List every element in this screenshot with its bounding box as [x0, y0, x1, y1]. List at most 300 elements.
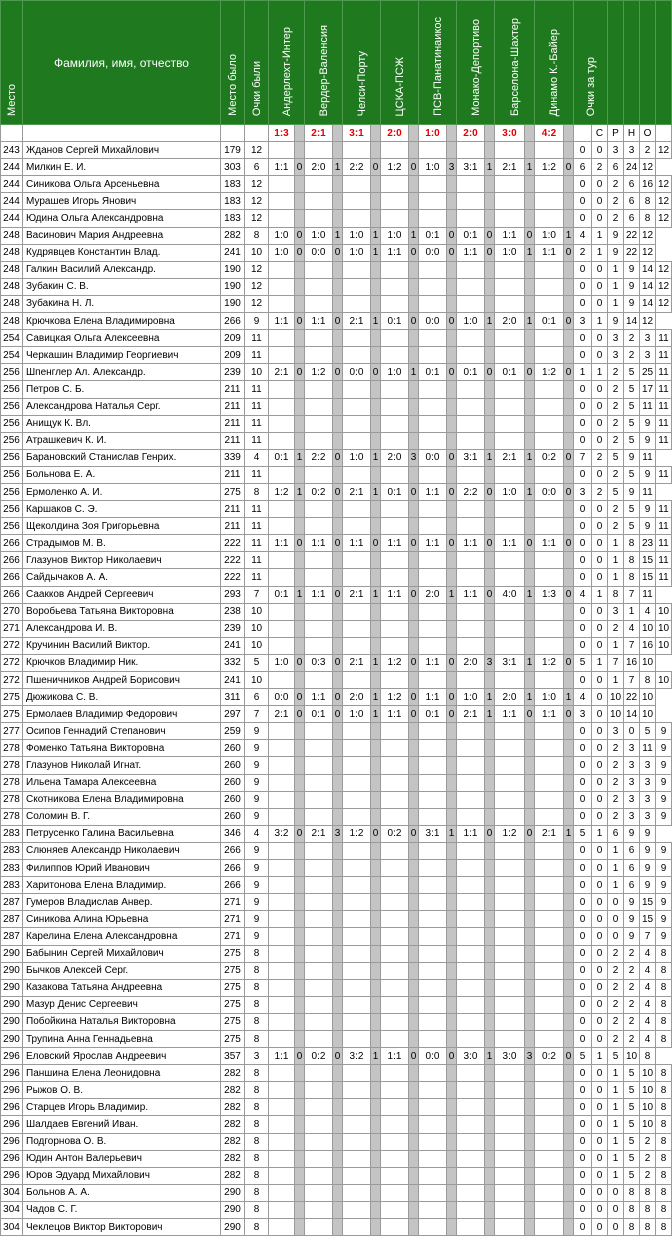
points-before-cell: 11	[245, 518, 269, 535]
forecast-6-cell	[457, 945, 485, 962]
points-1-cell	[295, 398, 305, 415]
stat-n-cell: 5	[624, 415, 640, 432]
forecast-3-cell	[343, 1184, 371, 1201]
name-cell: Атрашкевич К. И.	[23, 432, 221, 449]
forecast-7-cell: 1:2	[495, 825, 525, 842]
tour-points-cell: 0	[574, 381, 592, 398]
forecast-3-cell	[343, 330, 371, 347]
place-cell: 304	[1, 1219, 23, 1236]
stat-r-cell: 2	[608, 757, 624, 774]
points-1-cell	[295, 740, 305, 757]
forecast-4-cell: 1:1	[381, 244, 409, 261]
points-1-cell: 0	[295, 313, 305, 330]
place-cell: 256	[1, 415, 23, 432]
total-cell: 8	[656, 1219, 672, 1236]
place-cell: 296	[1, 1048, 23, 1065]
forecast-8-cell	[535, 278, 564, 295]
tour-points-cell: 0	[574, 842, 592, 859]
points-3-cell	[371, 518, 381, 535]
forecast-7-cell	[495, 928, 525, 945]
points-2-cell	[333, 295, 343, 312]
points-6-cell: 1	[485, 689, 495, 706]
points-8-cell	[564, 466, 574, 483]
forecast-7-cell	[495, 176, 525, 193]
total-cell: 11	[656, 518, 672, 535]
points-2-cell	[333, 210, 343, 227]
forecast-6-cell	[457, 501, 485, 518]
points-4-cell	[409, 1116, 419, 1133]
points-6-cell	[485, 1030, 495, 1047]
forecast-6-cell	[457, 928, 485, 945]
forecast-8-cell	[535, 603, 564, 620]
forecast-3-cell	[343, 945, 371, 962]
points-7-cell	[525, 1201, 535, 1218]
stat-o-cell: 9	[640, 842, 656, 859]
points-1-cell	[295, 466, 305, 483]
points-2-cell: 0	[333, 535, 343, 552]
stat-o-cell: 5	[640, 723, 656, 740]
forecast-6-cell	[457, 1219, 485, 1236]
forecast-1-cell: 2:1	[269, 706, 295, 723]
forecast-7-cell	[495, 894, 525, 911]
stat-n-cell: 9	[624, 278, 640, 295]
forecast-1-cell	[269, 193, 295, 210]
points-3-cell	[371, 1219, 381, 1236]
forecast-2-cell	[305, 996, 333, 1013]
forecast-4-cell	[381, 1219, 409, 1236]
name-cell: Черкашин Владимир Георгиевич	[23, 347, 221, 364]
forecast-2-cell: 2:0	[305, 159, 333, 176]
forecast-1-cell: 1:1	[269, 313, 295, 330]
forecast-2-cell	[305, 877, 333, 894]
points-6-cell	[485, 928, 495, 945]
tour-points-cell: 5	[574, 825, 592, 842]
points-1-cell: 0	[295, 227, 305, 244]
points-before-cell: 8	[245, 962, 269, 979]
forecast-1-cell	[269, 740, 295, 757]
place-before-cell: 241	[221, 244, 245, 261]
stat-r-cell: 1	[608, 1099, 624, 1116]
points-2-cell	[333, 740, 343, 757]
points-1-cell	[295, 1184, 305, 1201]
forecast-2-cell	[305, 1167, 333, 1184]
points-7-cell	[525, 1099, 535, 1116]
points-5-cell	[447, 552, 457, 569]
points-1-cell	[295, 1167, 305, 1184]
stat-o-cell: 8	[640, 1201, 656, 1218]
points-7-cell	[525, 432, 535, 449]
points-1-cell	[295, 1201, 305, 1218]
points-3-cell: 0	[371, 364, 381, 381]
forecast-6-cell	[457, 398, 485, 415]
table-row	[1, 483, 672, 500]
table-row	[1, 398, 672, 415]
place-before-cell: 346	[221, 825, 245, 842]
points-8-cell	[564, 1150, 574, 1167]
forecast-1-cell	[269, 877, 295, 894]
col-header-match-6: Монако-Депортиво	[457, 1, 495, 125]
points-1-cell: 0	[295, 244, 305, 261]
name-cell: Зубакин С. В.	[23, 278, 221, 295]
points-3-cell: 1	[371, 1048, 381, 1065]
points-before-cell: 9	[245, 313, 269, 330]
forecast-8-cell: 1:1	[535, 706, 564, 723]
forecast-8-cell	[535, 432, 564, 449]
stat-r-cell: 9	[608, 313, 624, 330]
forecast-1-cell: 1:1	[269, 1048, 295, 1065]
forecast-4-cell: 1:1	[381, 706, 409, 723]
points-5-cell	[447, 911, 457, 928]
forecast-3-cell: 1:0	[343, 227, 371, 244]
forecast-1-cell	[269, 757, 295, 774]
forecast-1-cell: 0:0	[269, 689, 295, 706]
points-8-cell	[564, 569, 574, 586]
total-cell: 9	[656, 877, 672, 894]
total-cell: 9	[656, 723, 672, 740]
forecast-3-cell	[343, 176, 371, 193]
total-cell: 8	[656, 1099, 672, 1116]
forecast-2-cell: 0:2	[305, 483, 333, 500]
forecast-6-cell: 1:1	[457, 244, 485, 261]
points-3-cell: 0	[371, 159, 381, 176]
points-4-cell	[409, 962, 419, 979]
forecast-6-cell	[457, 347, 485, 364]
forecast-3-cell	[343, 637, 371, 654]
points-6-cell: 1	[485, 159, 495, 176]
stat-n-cell: 5	[624, 1167, 640, 1184]
place-before-cell: 211	[221, 518, 245, 535]
points-1-cell	[295, 295, 305, 312]
points-before-cell: 5	[245, 654, 269, 671]
points-3-cell	[371, 1133, 381, 1150]
stat-o-cell: 2	[640, 1167, 656, 1184]
tour-points-cell: 0	[574, 535, 592, 552]
stat-label: О	[640, 125, 656, 142]
name-cell: Дюжикова С. В.	[23, 689, 221, 706]
points-1-cell	[295, 757, 305, 774]
forecast-3-cell	[343, 432, 371, 449]
forecast-2-cell	[305, 330, 333, 347]
forecast-2-cell	[305, 347, 333, 364]
forecast-3-cell	[343, 672, 371, 689]
forecast-7-cell	[495, 1201, 525, 1218]
place-cell: 248	[1, 295, 23, 312]
points-3-cell	[371, 1082, 381, 1099]
col-header-place-before: Место было	[221, 1, 245, 125]
forecast-6-cell	[457, 842, 485, 859]
stat-n-cell: 5	[624, 1082, 640, 1099]
place-before-cell: 275	[221, 1030, 245, 1047]
forecast-7-cell	[495, 210, 525, 227]
tour-points-cell: 0	[574, 723, 592, 740]
forecast-2-cell	[305, 603, 333, 620]
forecast-3-cell	[343, 1219, 371, 1236]
place-before-cell: 183	[221, 210, 245, 227]
stat-s-cell: 0	[592, 569, 608, 586]
total-cell: 8	[656, 1082, 672, 1099]
stat-s-cell: 0	[592, 1150, 608, 1167]
table-row	[1, 706, 672, 723]
points-8-cell	[564, 962, 574, 979]
points-8-cell: 0	[564, 586, 574, 603]
tour-points-cell: 0	[574, 979, 592, 996]
stat-s-cell: 0	[592, 330, 608, 347]
points-4-cell	[409, 398, 419, 415]
stat-s-cell: 0	[592, 193, 608, 210]
forecast-1-cell	[269, 945, 295, 962]
place-before-cell: 275	[221, 962, 245, 979]
forecast-8-cell	[535, 894, 564, 911]
name-cell: Подгорнова О. В.	[23, 1133, 221, 1150]
forecast-2-cell	[305, 1013, 333, 1030]
tour-points-cell: 3	[574, 483, 592, 500]
place-before-cell: 179	[221, 142, 245, 159]
points-3-cell	[371, 552, 381, 569]
stat-s-cell: 0	[592, 176, 608, 193]
forecast-4-cell	[381, 261, 409, 278]
match-result: 2:1	[305, 125, 333, 142]
forecast-6-cell	[457, 620, 485, 637]
points-7-cell	[525, 1184, 535, 1201]
points-6-cell	[485, 637, 495, 654]
forecast-3-cell	[343, 1116, 371, 1133]
forecast-3-cell	[343, 1201, 371, 1218]
place-cell: 266	[1, 569, 23, 586]
forecast-7-cell	[495, 1184, 525, 1201]
forecast-5-cell	[419, 894, 447, 911]
points-3-cell	[371, 1184, 381, 1201]
total-cell: 11	[656, 432, 672, 449]
points-5-cell	[447, 569, 457, 586]
tour-points-cell: 4	[574, 586, 592, 603]
forecast-1-cell	[269, 501, 295, 518]
forecast-2-cell	[305, 945, 333, 962]
forecast-5-cell	[419, 518, 447, 535]
forecast-2-cell	[305, 552, 333, 569]
name-cell: Анищук К. Вл.	[23, 415, 221, 432]
points-4-cell: 3	[409, 449, 419, 466]
points-8-cell: 0	[564, 483, 574, 500]
forecast-1-cell	[269, 347, 295, 364]
points-5-cell	[447, 176, 457, 193]
points-8-cell	[564, 723, 574, 740]
place-before-cell: 282	[221, 1133, 245, 1150]
forecast-8-cell: 1:1	[535, 535, 564, 552]
points-6-cell: 0	[485, 244, 495, 261]
forecast-5-cell: 0:1	[419, 706, 447, 723]
points-8-cell	[564, 877, 574, 894]
forecast-4-cell: 1:2	[381, 159, 409, 176]
place-cell: 283	[1, 825, 23, 842]
points-2-cell	[333, 877, 343, 894]
forecast-1-cell: 1:0	[269, 654, 295, 671]
total-cell: 9	[656, 928, 672, 945]
points-5-cell: 0	[447, 449, 457, 466]
stat-n-cell: 5	[624, 1099, 640, 1116]
place-cell: 296	[1, 1150, 23, 1167]
points-7-cell: 1	[525, 483, 535, 500]
tour-points-cell: 0	[574, 808, 592, 825]
points-5-cell	[447, 723, 457, 740]
stat-r-cell: 2	[608, 962, 624, 979]
points-5-cell	[447, 330, 457, 347]
total-cell: 12	[656, 295, 672, 312]
points-1-cell	[295, 894, 305, 911]
stat-r-cell: 2	[608, 945, 624, 962]
forecast-6-cell	[457, 415, 485, 432]
points-8-cell	[564, 1201, 574, 1218]
stat-o-cell: 9	[640, 518, 656, 535]
points-4-cell	[409, 261, 419, 278]
stat-n-cell: 9	[624, 295, 640, 312]
stat-r-cell: 2	[608, 176, 624, 193]
tour-points-cell: 0	[574, 774, 592, 791]
points-before-cell: 7	[245, 706, 269, 723]
stat-label: Р	[608, 125, 624, 142]
points-6-cell	[485, 518, 495, 535]
stat-s-cell: 0	[592, 1167, 608, 1184]
forecast-8-cell	[535, 774, 564, 791]
stat-o-cell: 9	[640, 877, 656, 894]
tour-points-cell: 0	[574, 466, 592, 483]
tour-points-cell: 1	[574, 364, 592, 381]
forecast-4-cell: 1:1	[381, 586, 409, 603]
points-5-cell	[447, 501, 457, 518]
forecast-7-cell: 1:1	[495, 535, 525, 552]
stat-s-cell: 0	[592, 210, 608, 227]
points-3-cell	[371, 945, 381, 962]
points-2-cell	[333, 569, 343, 586]
points-4-cell: 0	[409, 535, 419, 552]
tour-points-cell: 5	[574, 1048, 592, 1065]
forecast-6-cell	[457, 432, 485, 449]
forecast-5-cell: 0:0	[419, 449, 447, 466]
forecast-6-cell: 1:0	[457, 689, 485, 706]
place-before-cell: 275	[221, 945, 245, 962]
stat-o-cell: 8	[640, 1184, 656, 1201]
forecast-3-cell	[343, 466, 371, 483]
points-6-cell	[485, 210, 495, 227]
forecast-3-cell	[343, 1082, 371, 1099]
forecast-4-cell	[381, 415, 409, 432]
forecast-7-cell	[495, 415, 525, 432]
points-4-cell	[409, 740, 419, 757]
tour-points-cell: 0	[574, 962, 592, 979]
total-cell: 11	[656, 569, 672, 586]
col-header-stat-blank	[608, 1, 624, 125]
table-row	[1, 518, 672, 535]
stat-n-cell: 2	[624, 347, 640, 364]
total-cell: 8	[656, 1184, 672, 1201]
points-1-cell	[295, 569, 305, 586]
stat-o-cell: 4	[640, 603, 656, 620]
forecast-8-cell	[535, 330, 564, 347]
points-3-cell	[371, 398, 381, 415]
stat-r-cell: 2	[608, 774, 624, 791]
points-4-cell	[409, 672, 419, 689]
name-cell: Кудрявцев Константин Влад.	[23, 244, 221, 261]
points-8-cell	[564, 637, 574, 654]
stat-o-cell: 15	[640, 552, 656, 569]
name-cell: Чадов С. Г.	[23, 1201, 221, 1218]
forecast-6-cell	[457, 466, 485, 483]
place-cell: 248	[1, 227, 23, 244]
stat-r-cell: 6	[608, 825, 624, 842]
name-cell: Пшеничников Андрей Борисович	[23, 672, 221, 689]
points-4-cell: 1	[409, 227, 419, 244]
total-cell: 12	[656, 278, 672, 295]
forecast-5-cell	[419, 347, 447, 364]
points-3-cell	[371, 996, 381, 1013]
points-3-cell: 1	[371, 483, 381, 500]
forecast-4-cell	[381, 877, 409, 894]
forecast-1-cell: 1:2	[269, 483, 295, 500]
points-3-cell	[371, 860, 381, 877]
points-6-cell	[485, 603, 495, 620]
stat-o-cell: 15	[640, 911, 656, 928]
tour-points-cell: 0	[574, 637, 592, 654]
points-7-cell	[525, 877, 535, 894]
place-before-cell: 260	[221, 791, 245, 808]
place-before-cell: 211	[221, 501, 245, 518]
forecast-7-cell: 2:1	[495, 159, 525, 176]
table-row	[1, 1167, 672, 1184]
forecast-4-cell	[381, 1167, 409, 1184]
place-cell: 248	[1, 244, 23, 261]
forecast-2-cell	[305, 962, 333, 979]
forecast-4-cell	[381, 193, 409, 210]
points-3-cell: 1	[371, 706, 381, 723]
points-2-cell: 0	[333, 654, 343, 671]
points-3-cell	[371, 637, 381, 654]
stat-n-cell: 7	[624, 637, 640, 654]
points-7-cell	[525, 842, 535, 859]
points-6-cell	[485, 278, 495, 295]
points-1-cell	[295, 142, 305, 159]
forecast-2-cell: 1:2	[305, 364, 333, 381]
tour-points-cell: 0	[574, 740, 592, 757]
name-cell: Ермолаев Владимир Федорович	[23, 706, 221, 723]
points-4-cell	[409, 432, 419, 449]
table-row	[1, 603, 672, 620]
total-cell: 11	[656, 330, 672, 347]
points-before-cell: 9	[245, 877, 269, 894]
forecast-2-cell	[305, 518, 333, 535]
forecast-7-cell	[495, 1150, 525, 1167]
stat-o-cell: 3	[640, 791, 656, 808]
place-cell: 256	[1, 398, 23, 415]
forecast-4-cell	[381, 176, 409, 193]
points-8-cell	[564, 979, 574, 996]
points-8-cell	[564, 757, 574, 774]
name-cell: Юдин Антон Валерьевич	[23, 1150, 221, 1167]
name-cell: Старцев Игорь Владимир.	[23, 1099, 221, 1116]
forecast-5-cell	[419, 791, 447, 808]
forecast-3-cell	[343, 791, 371, 808]
stat-r-cell: 0	[608, 911, 624, 928]
points-3-cell: 1	[371, 244, 381, 261]
points-5-cell	[447, 381, 457, 398]
table-row	[1, 654, 672, 671]
name-cell: Юдина Ольга Александровна	[23, 210, 221, 227]
total-cell: 8	[656, 1201, 672, 1218]
points-5-cell	[447, 996, 457, 1013]
points-6-cell	[485, 1133, 495, 1150]
place-cell: 283	[1, 877, 23, 894]
forecast-8-cell	[535, 1082, 564, 1099]
points-6-cell	[485, 894, 495, 911]
points-5-cell	[447, 1082, 457, 1099]
